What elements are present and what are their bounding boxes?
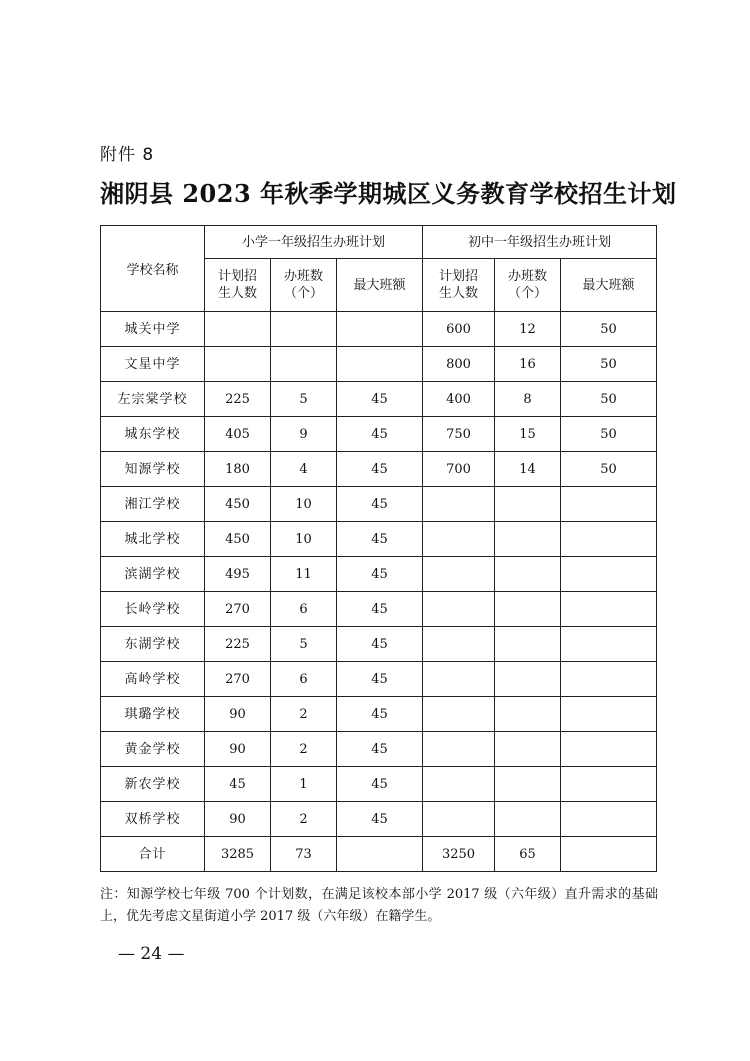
- table-row: [101, 802, 657, 837]
- cell-j-plan: 800: [423, 347, 495, 382]
- cell-p-plan: 45: [205, 767, 271, 802]
- cell-p-plan: [205, 312, 271, 347]
- cell-j-max: [561, 487, 657, 522]
- school-name-cell: 新农学校: [101, 767, 205, 802]
- cell-j-classes: 65: [495, 837, 561, 872]
- cell-j-plan: [423, 592, 495, 627]
- cell-j-classes: [495, 697, 561, 732]
- table-body: [101, 312, 657, 872]
- cell-p-classes: 1: [271, 767, 337, 802]
- cell-p-plan: 270: [205, 592, 271, 627]
- cell-p-max: 45: [337, 662, 423, 697]
- cell-j-plan: [423, 802, 495, 837]
- cell-j-max: [561, 627, 657, 662]
- school-name-cell: 高岭学校: [101, 662, 205, 697]
- enrollment-plan-table: [100, 225, 657, 872]
- school-name-cell: 双桥学校: [101, 802, 205, 837]
- attachment-label: 附件 8: [100, 145, 155, 165]
- cell-j-classes: 16: [495, 347, 561, 382]
- cell-p-plan: 90: [205, 802, 271, 837]
- cell-j-classes: [495, 487, 561, 522]
- cell-j-max: [561, 522, 657, 557]
- cell-j-plan: [423, 522, 495, 557]
- school-name-cell: 文星中学: [101, 347, 205, 382]
- cell-p-plan: 225: [205, 382, 271, 417]
- table-row: [101, 382, 657, 417]
- col-header-junior-plan: 计划招生人数: [423, 259, 495, 312]
- cell-j-max: [561, 592, 657, 627]
- cell-p-classes: 11: [271, 557, 337, 592]
- school-name-cell: 城东学校: [101, 417, 205, 452]
- cell-j-max: 50: [561, 312, 657, 347]
- cell-p-classes: 10: [271, 522, 337, 557]
- cell-p-plan: 180: [205, 452, 271, 487]
- col-header-primary-classes: 办班数（个）: [271, 259, 337, 312]
- table-row: [101, 557, 657, 592]
- school-name-cell: 长岭学校: [101, 592, 205, 627]
- cell-p-classes: [271, 347, 337, 382]
- cell-j-max: [561, 697, 657, 732]
- cell-p-plan: 450: [205, 487, 271, 522]
- cell-p-classes: 2: [271, 697, 337, 732]
- table-row: [101, 767, 657, 802]
- table-row: [101, 697, 657, 732]
- cell-j-plan: 700: [423, 452, 495, 487]
- cell-p-max: 45: [337, 802, 423, 837]
- cell-p-plan: 90: [205, 697, 271, 732]
- group-header-primary: 小学一年级招生办班计划: [205, 226, 423, 259]
- school-name-cell: 湘江学校: [101, 487, 205, 522]
- col-header-primary-max: 最大班额: [337, 259, 423, 312]
- cell-p-max: 45: [337, 487, 423, 522]
- cell-j-max: 50: [561, 347, 657, 382]
- table-row: [101, 417, 657, 452]
- table-row: [101, 452, 657, 487]
- table-row: [101, 627, 657, 662]
- table-row: [101, 487, 657, 522]
- cell-j-max: [561, 767, 657, 802]
- cell-j-max: [561, 557, 657, 592]
- school-name-cell: 东湖学校: [101, 627, 205, 662]
- cell-j-classes: 14: [495, 452, 561, 487]
- cell-j-classes: [495, 522, 561, 557]
- table-row: [101, 592, 657, 627]
- cell-j-classes: [495, 557, 561, 592]
- cell-j-plan: 400: [423, 382, 495, 417]
- header-row-groups: [101, 226, 657, 259]
- cell-j-classes: [495, 732, 561, 767]
- school-name-cell: 左宗棠学校: [101, 382, 205, 417]
- total-row: [101, 837, 657, 872]
- cell-p-classes: 2: [271, 732, 337, 767]
- cell-j-max: 50: [561, 382, 657, 417]
- cell-p-classes: 2: [271, 802, 337, 837]
- cell-p-plan: [205, 347, 271, 382]
- cell-p-max: [337, 312, 423, 347]
- cell-j-plan: 3250: [423, 837, 495, 872]
- cell-p-max: 45: [337, 417, 423, 452]
- cell-j-classes: [495, 592, 561, 627]
- cell-j-classes: [495, 802, 561, 837]
- cell-p-max: 45: [337, 627, 423, 662]
- cell-j-plan: [423, 627, 495, 662]
- cell-p-plan: 3285: [205, 837, 271, 872]
- cell-p-plan: 270: [205, 662, 271, 697]
- school-name-cell: 合计: [101, 837, 205, 872]
- document-title: 湘阴县 2023 年秋季学期城区义务教育学校招生计划: [100, 179, 677, 208]
- school-name-cell: 知源学校: [101, 452, 205, 487]
- cell-j-plan: [423, 557, 495, 592]
- cell-j-plan: [423, 487, 495, 522]
- footnote: 注：知源学校七年级 700 个计划数，在满足该校本部小学 2017 级（六年级）直升需求的基础上，优先考虑文星街道小学 2017 级（六年级）在籍学生。: [100, 887, 658, 924]
- cell-p-max: [337, 837, 423, 872]
- cell-p-plan: 405: [205, 417, 271, 452]
- cell-p-max: 45: [337, 592, 423, 627]
- cell-p-max: 45: [337, 452, 423, 487]
- cell-j-max: 50: [561, 452, 657, 487]
- cell-p-max: 45: [337, 697, 423, 732]
- cell-j-plan: 750: [423, 417, 495, 452]
- col-header-school: 学校名称: [101, 226, 205, 312]
- cell-p-classes: 10: [271, 487, 337, 522]
- cell-p-max: [337, 347, 423, 382]
- cell-p-plan: 225: [205, 627, 271, 662]
- col-header-primary-plan: 计划招生人数: [205, 259, 271, 312]
- cell-j-plan: [423, 732, 495, 767]
- cell-p-plan: 495: [205, 557, 271, 592]
- cell-p-max: 45: [337, 382, 423, 417]
- cell-j-classes: 15: [495, 417, 561, 452]
- cell-j-classes: [495, 662, 561, 697]
- cell-j-max: 50: [561, 417, 657, 452]
- table-row: [101, 732, 657, 767]
- cell-j-max: [561, 802, 657, 837]
- table-row: [101, 522, 657, 557]
- cell-j-plan: [423, 767, 495, 802]
- table-row: [101, 347, 657, 382]
- school-name-cell: 滨湖学校: [101, 557, 205, 592]
- cell-j-max: [561, 732, 657, 767]
- cell-j-max: [561, 662, 657, 697]
- group-header-junior: 初中一年级招生办班计划: [423, 226, 657, 259]
- cell-p-classes: 9: [271, 417, 337, 452]
- cell-j-plan: 600: [423, 312, 495, 347]
- cell-p-max: 45: [337, 732, 423, 767]
- cell-p-max: 45: [337, 522, 423, 557]
- cell-p-classes: 5: [271, 627, 337, 662]
- cell-p-classes: 6: [271, 662, 337, 697]
- cell-j-classes: 8: [495, 382, 561, 417]
- cell-p-classes: 5: [271, 382, 337, 417]
- school-name-cell: 黄金学校: [101, 732, 205, 767]
- cell-p-plan: 450: [205, 522, 271, 557]
- page-number: — 24 —: [118, 944, 185, 964]
- col-header-junior-classes: 办班数（个）: [495, 259, 561, 312]
- cell-p-plan: 90: [205, 732, 271, 767]
- cell-p-classes: 6: [271, 592, 337, 627]
- cell-p-classes: 4: [271, 452, 337, 487]
- school-name-cell: 琪璐学校: [101, 697, 205, 732]
- cell-p-classes: [271, 312, 337, 347]
- table-row: [101, 312, 657, 347]
- cell-j-classes: [495, 767, 561, 802]
- cell-j-classes: 12: [495, 312, 561, 347]
- cell-j-plan: [423, 662, 495, 697]
- cell-p-classes: 73: [271, 837, 337, 872]
- table-row: [101, 662, 657, 697]
- col-header-junior-max: 最大班额: [561, 259, 657, 312]
- cell-j-plan: [423, 697, 495, 732]
- cell-p-max: 45: [337, 767, 423, 802]
- cell-p-max: 45: [337, 557, 423, 592]
- school-name-cell: 城关中学: [101, 312, 205, 347]
- school-name-cell: 城北学校: [101, 522, 205, 557]
- cell-j-max: [561, 837, 657, 872]
- cell-j-classes: [495, 627, 561, 662]
